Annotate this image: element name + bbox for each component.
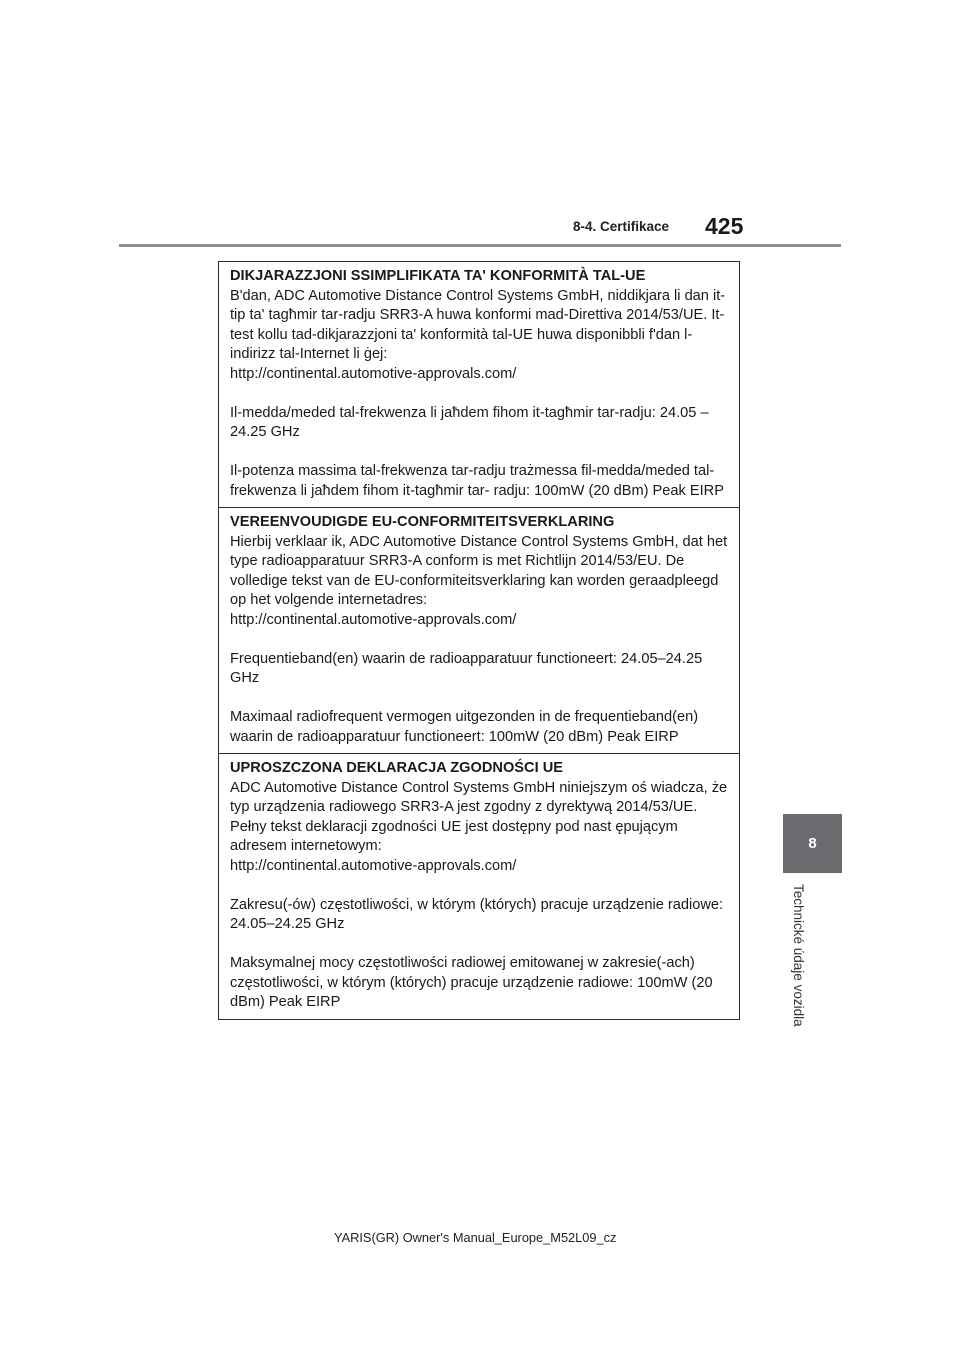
declaration-url: http://continental.automotive-approvals.com/ [230,611,517,628]
chapter-number: 8 [808,835,817,852]
declaration-url: http://continental.automotive-approvals.com/ [230,365,517,382]
declarations-table [218,261,740,1020]
declaration-statement: Hierbij verklaar ik, ADC Automotive Distance Control Systems GmbH, dat het type radioapparatuur SRR3-A conform is met Richtlijn 2014/53/EU. De volledige tekst van de EU-conformiteitsverklaring kan worden geraadpleegd op het volgende internetadres: [230,533,728,608]
declaration-power: Maximaal radiofrequent vermogen uitgezonden in de frequentieband(en) waarin de radioapparatuur functioneert: 100mW (20 dBm) Peak EIRP [230,709,699,745]
footer-manual-id: YARIS(GR) Owner's Manual_Europe_M52L09_cz [334,1230,617,1245]
declaration-power: Maksymalnej mocy częstotliwości radiowej emitowanej w zakresie(-ach) częstotliwości, w którym (których) pracuje urządzenie radiowe: 100mW (20 dBm) Peak EIRP [230,955,713,1010]
declaration-frequency: Frequentieband(en) waarin de radioapparatuur functioneert: 24.05–24.25 GHz [230,650,703,686]
declaration-frequency: Il-medda/meded tal-frekwenza li jaħdem fihom it-tagħmir tar-radju: 24.05 –24.25 GHz [230,404,709,440]
declaration-title: VEREENVOUDIGDE EU-CONFORMITEITSVERKLARING [230,514,615,530]
declaration-polish [219,754,739,1019]
declaration-title: DIKJARAZZJONI SSIMPLIFIKATA TA' KONFORMITÀ TAL-UE [230,268,646,284]
header-divider [119,244,841,247]
declaration-title: UPROSZCZONA DEKLARACJA ZGODNOŚCI UE [230,760,563,776]
declaration-maltese [219,262,739,508]
declaration-frequency: Zakresu(-ów) częstotliwości, w którym (których) pracuje urządzenie radiowe: 24.05–24.25 GHz [230,896,724,932]
declaration-dutch [219,508,739,754]
declaration-statement: B'dan, ADC Automotive Distance Control Systems GmbH, niddikjara li dan it-tip ta' tagħmir tar-radju SRR3-A huwa konformi mad-Direttiva 2014/53/UE. It-test kollu tad-dikjarazzjoni ta' konformità tal-UE huwa disponibbli f'dan l-indirizz tal-Internet li ġej: [230,287,726,362]
section-heading: 8-4. Certifikace [573,219,670,234]
declaration-power: Il-potenza massima tal-frekwenza tar-radju trażmessa fil-medda/meded tal-frekwenza li jaħdem fihom it-tagħmir tar- radju: 100mW (20 dBm) Peak EIRP [230,463,724,499]
declaration-statement: ADC Automotive Distance Control Systems GmbH niniejszym oś wiadcza, że typ urządzenia radiowego SRR3-A jest zgodny z dyrektywą 2014/53/UE. Pełny tekst deklaracji zgodności UE jest dostępny pod nast ępującym adresem internetowym: [230,779,728,854]
declaration-url: http://continental.automotive-approvals.com/ [230,857,517,874]
page-number: 425 [705,213,744,239]
chapter-tab [783,814,842,873]
chapter-side-label: Technické údaje vozidla [791,884,806,1027]
